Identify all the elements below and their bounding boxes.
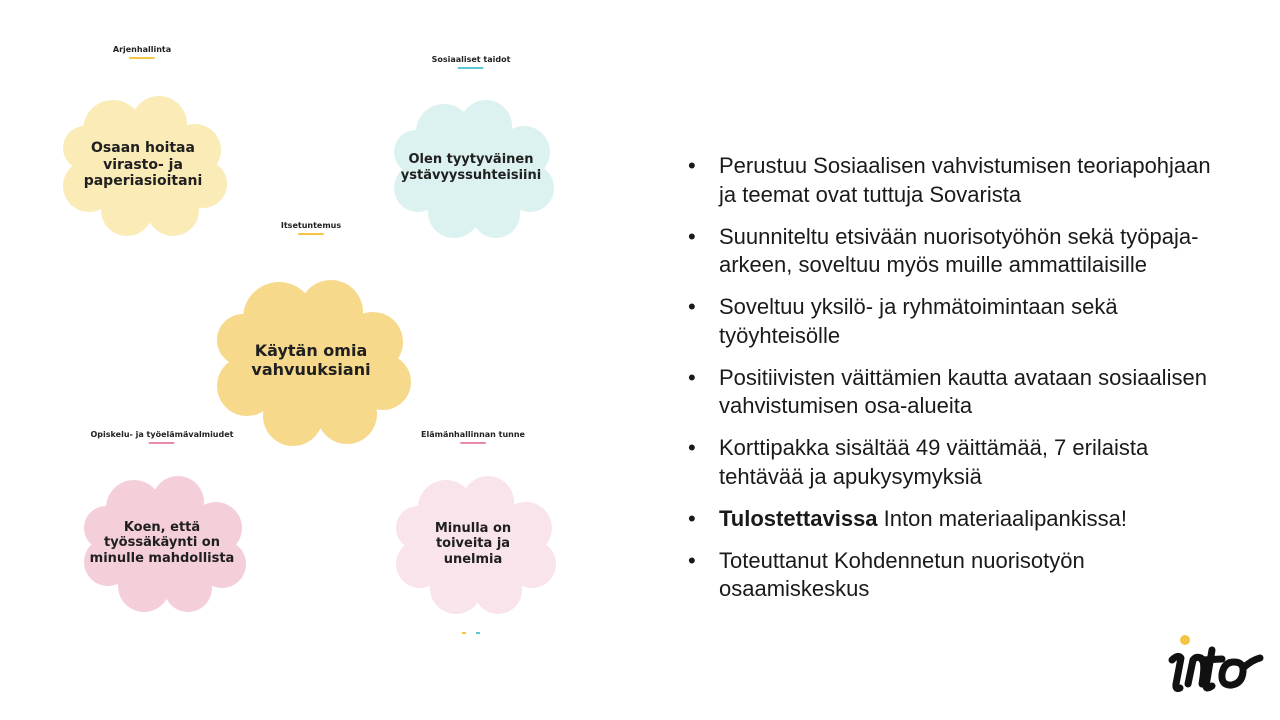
bullet-list (688, 152, 1228, 617)
decorative-mark (462, 632, 482, 635)
bullet-item: • Positiivisten väittämien kautta avataan sosiaalisen vahvistumisen osa-alueita (688, 364, 1207, 418)
category-label-opiskelu: Opiskelu- ja työelämävalmiudet (91, 430, 234, 444)
bullet-item: • Korttipakka sisältää 49 väittämää, 7 erilaista tehtävää ja apukysymyksiä (688, 435, 1149, 489)
card-text: Koen, että työssäkäynti on minulle mahdollista (89, 519, 235, 566)
category-label-arjenhallinta: Arjenhallinta (113, 45, 171, 59)
category-label-elamanhallinta: Elämänhallinnan tunne (421, 430, 525, 444)
into-logo (1166, 628, 1266, 698)
card-arjenhallinta (55, 92, 231, 238)
bold-text: Tulostettavissa (719, 505, 878, 531)
card-text: Käytän omia vahvuuksiani (251, 340, 371, 379)
bullet-dot: • (688, 435, 696, 460)
card-itsetuntemus (207, 274, 415, 446)
bullet-item: • Tulostettavissa Inton materiaalipankissa! (688, 505, 1228, 534)
card-text: Minulla on toiveita ja unelmia (434, 520, 512, 567)
category-label-itsetuntemus: Itsetuntemus (281, 221, 341, 235)
bullet-item: • Toteuttanut Kohdennetun nuorisotyön osaamiskeskus (688, 547, 1085, 601)
bullet-item: • Suunniteltu etsivään nuorisotyöhön sekä työpaja-arkeen, soveltuu myös muille ammattilaisille (688, 223, 1199, 277)
card-text: Osaan hoitaa virasto- ja paperiasioitani (83, 139, 203, 190)
card-sosiaaliset (386, 96, 556, 240)
bullet-item: • Soveltuu yksilö- ja ryhmätoimintaan sekä työyhteisölle (688, 294, 1118, 348)
bullet-dot: • (688, 153, 696, 178)
category-underline (298, 233, 324, 235)
card-text: Olen tyytyväinen ystävyyssuhteisiini (400, 152, 542, 183)
bullet-dot: • (688, 223, 696, 249)
bullet-item: • Perustuu Sosiaalisen vahvistumisen teoriapohjaan ja teemat ovat tuttuja Sovarista (688, 153, 1211, 207)
category-underline (460, 442, 486, 444)
category-label-sosiaaliset: Sosiaaliset taidot (432, 55, 511, 69)
category-underline (458, 67, 484, 69)
card-opiskelu (76, 472, 248, 614)
category-underline (149, 442, 175, 444)
bullet-dot: • (688, 505, 696, 531)
bullet-dot: • (688, 547, 696, 573)
bullet-dot: • (688, 364, 696, 390)
card-elamanhallinta (388, 472, 558, 616)
category-underline (129, 57, 155, 59)
bullet-dot: • (688, 294, 696, 319)
